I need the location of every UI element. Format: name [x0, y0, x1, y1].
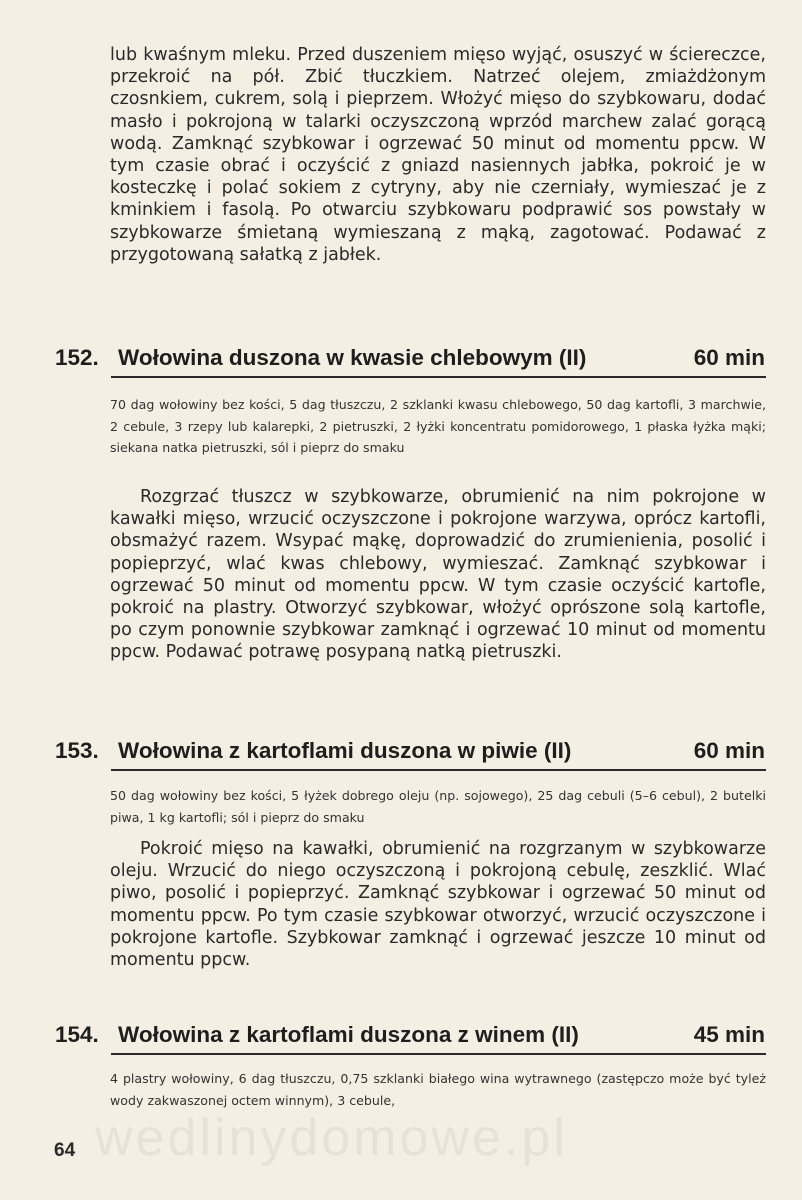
recipe-153-instructions: Pokroić mięso na kawałki, obrumienić na rozgrzanym w szybkowarze oleju. Wrzucić do niego oczyszczoną i pokrojoną cebulę, zeszklić. Wlać piwo, posolić i popieprzyć. Zamknąć szybkowar i ogrzewać 50 minut od momentu ppcw. Po tym czasie szybkowar otworzyć, wrzucić oczyszczone i pokrojone kartofle. Szybkowar zamknąć i ogrzewać jeszcze 10 minut od momentu ppcw. — [110, 839, 766, 971]
recipe-time: 60 min — [693, 345, 765, 370]
watermark: wedlinydomowe.pl — [95, 1109, 568, 1167]
recipe-152-ingredients: 70 dag wołowiny bez kości, 5 dag tłuszczu, 2 szklanki kwasu chlebowego, 50 dag kartofli, 3 marchwie, 2 cebule, 3 rzepy lub kalarepki, 2 pietruszki, 2 łyżki koncentratu pomidorowego, 1 płaska łyżka mąki; siekana natka pietruszki, sól i pieprz do smaku — [110, 397, 766, 455]
recipe-title: Wołowina duszona w kwasie chlebowym (II) — [118, 345, 587, 370]
recipe-title: Wołowina z kartoflami duszona w piwie (II) — [118, 738, 572, 763]
recipe-153-heading — [55, 738, 765, 768]
heading-underline — [111, 376, 766, 378]
heading-underline — [111, 1053, 766, 1055]
recipe-153-ingredients: 50 dag wołowiny bez kości, 5 łyżek dobrego oleju (np. sojowego), 25 dag cebuli (5–6 cebul), 2 butelki piwa, 1 kg kartofli; sól i pieprz do smaku — [110, 788, 766, 825]
page-number: 64 — [54, 1140, 76, 1161]
recipe-number: 152. — [55, 345, 99, 370]
recipe-152-instructions: Rozgrzać tłuszcz w szybkowarze, obrumienić na nim pokrojone w kawałki mięso, wrzucić oczyszczone i pokrojone warzywa, oprócz kartofli, obsmażyć razem. Wsypać mąkę, doprowadzić do zrumienienia, posolić i popieprzyć, wlać kwas chlebowy, wymieszać. Zamknąć szybkowar i ogrzewać 50 minut od momentu ppcw. W tym czasie oczyścić kartofle, pokroić na plastry. Otworzyć szybkowar, włożyć oprószone solą kartofle, po czym ponownie szybkowar zamknąć i ogrzewać 10 minut od momentu ppcw. Podawać potrawę posypaną natką pietruszki. — [110, 487, 766, 663]
heading-underline — [111, 769, 766, 771]
recipe-154-heading — [55, 1022, 765, 1052]
recipe-time: 60 min — [693, 738, 765, 763]
recipe-number: 154. — [55, 1022, 99, 1047]
recipe-title: Wołowina z kartoflami duszona z winem (II) — [118, 1022, 579, 1047]
recipe-152-heading — [55, 345, 765, 375]
recipe-number: 153. — [55, 738, 99, 763]
recipe-154-ingredients: 4 plastry wołowiny, 6 dag tłuszczu, 0,75 szklanki białego wina wytrawnego (zastępczo może być tyleż wody zakwaszonej octem winnym), 3 cebule, — [110, 1071, 766, 1108]
intro-paragraph: lub kwaśnym mleku. Przed duszeniem mięso wyjąć, osuszyć w ściereczce, przekroić na pół. Zbić tłuczkiem. Natrzeć olejem, zmiażdżonym czosnkiem, cukrem, solą i pieprzem. Włożyć mięso do szybkowaru, dodać masło i pokrojoną w talarki oczyszczoną wprzód marchew zalać gorącą wodą. Zamknąć szybkowar i ogrzewać 50 minut od momentu ppcw. W tym czasie obrać i oczyścić z gniazd nasiennych jabłka, pokroić je w kosteczkę i polać sokiem z cytryny, aby nie czerniały, wymieszać je z kminkiem i fasolą. Po otwarciu szybkowaru podprawić sos powstały w szybkowarze śmietaną wymieszaną z mąką, zagotować. Podawać z przygotowaną sałatką z jabłek. — [110, 45, 766, 265]
recipe-time: 45 min — [693, 1022, 765, 1047]
